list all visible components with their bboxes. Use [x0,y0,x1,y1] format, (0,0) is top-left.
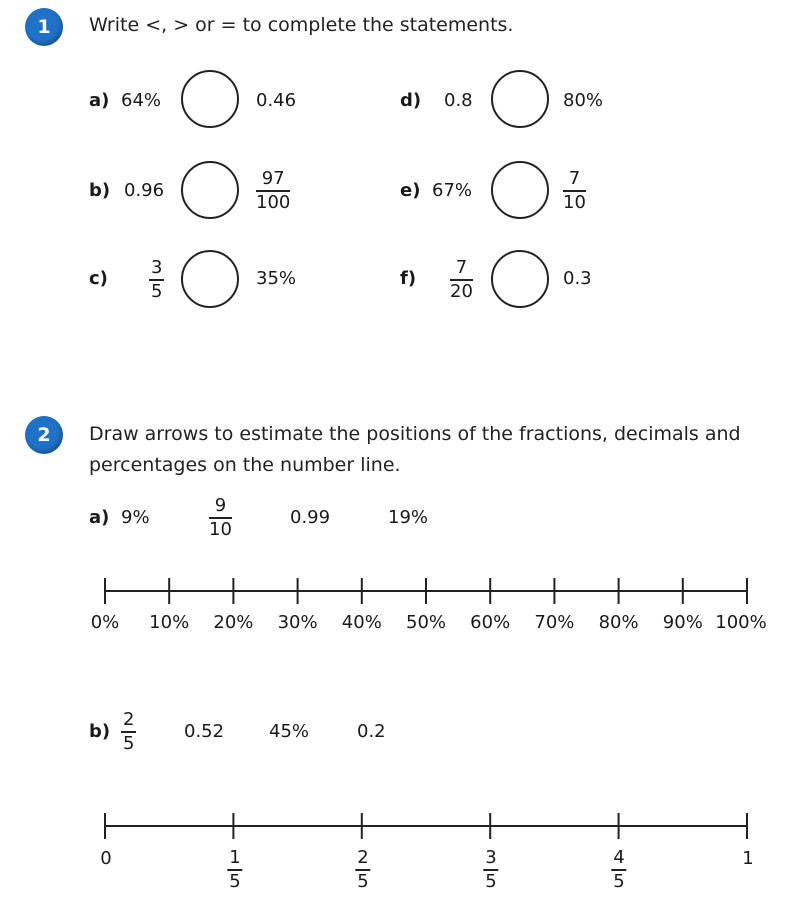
q2-a-tick-label: 80% [598,612,639,633]
q2-a-label: a) [89,507,110,528]
q2-a-value-1: 9% [121,507,150,528]
q2-a-value-3: 0.99 [290,507,331,528]
q2-b-tick-4-fraction [611,848,626,892]
q1-f-right: 0.3 [563,268,592,289]
numerator: 4 [613,847,625,868]
q1-b-left: 0.96 [124,180,165,201]
question-2-instruction-line1: Draw arrows to estimate the positions of the fractions, decimals and [89,423,741,445]
q2-b-tick-2-fraction [355,848,370,892]
q1-f-label: f) [400,268,417,289]
q1-e-left: 67% [432,180,473,201]
q1-e-label: e) [400,180,421,201]
numerator: 3 [151,257,163,278]
q2-a-tick-label: 100% [715,612,767,633]
numerator: 3 [485,847,497,868]
q2-a-tick-label: 50% [405,612,447,633]
q2-b-tick-1-fraction [227,848,242,892]
denominator: 5 [123,732,135,754]
q2-a-tick-label: 40% [341,612,382,633]
q2-a-tick-label: 90% [662,612,703,633]
q2-a-tick-label: 10% [149,612,190,633]
denominator: 20 [450,280,473,302]
denominator: 100 [256,191,291,213]
question-1-instruction: Write <, > or = to complete the statements. [89,14,514,36]
numerator: 9 [214,495,227,516]
q1-c-right: 35% [256,268,297,289]
denominator: 5 [229,870,241,892]
q2-b-label: b) [89,721,111,742]
denominator: 5 [613,870,625,892]
question-2-badge: 2 [25,416,63,454]
question-2-instruction-line2: percentages on the number line. [89,454,401,476]
q1-c-label: c) [89,268,108,289]
q1-a-label: a) [89,90,110,111]
q2-a-value-4: 19% [388,507,429,528]
q2-b-value-2: 0.52 [184,721,225,742]
numerator: 2 [123,709,135,730]
denominator: 5 [357,870,369,892]
q2-a-tick-label: 70% [534,612,575,633]
denominator: 5 [485,870,497,892]
denominator: 10 [563,191,586,213]
q2-b-value-3: 45% [269,721,310,742]
denominator: 5 [151,280,163,302]
numerator: 97 [261,168,285,189]
q1-a-left: 64% [121,90,162,111]
q2-b-value-4: 0.2 [357,721,386,742]
numerator: 7 [455,257,468,278]
question-1-badge: 1 [25,8,63,46]
denominator: 10 [209,518,232,540]
numerator: 2 [357,847,369,868]
q1-d-left: 0.8 [444,90,473,111]
q2-a-tick-label: 20% [213,612,254,633]
q2-a-tick-label: 0% [90,612,120,633]
numerator: 7 [568,168,581,189]
numerator: 1 [229,847,241,868]
q2-a-tick-label: 60% [470,612,511,633]
q1-d-right: 80% [563,90,604,111]
q2-b-tick-0: 0 [100,848,112,869]
q2-a-tick-label: 30% [277,612,318,633]
q2-b-tick-3-fraction [483,848,498,892]
q2-b-tick-5: 1 [742,848,754,869]
q1-d-label: d) [400,90,422,111]
q1-a-right: 0.46 [256,90,297,111]
q1-b-label: b) [89,180,111,201]
